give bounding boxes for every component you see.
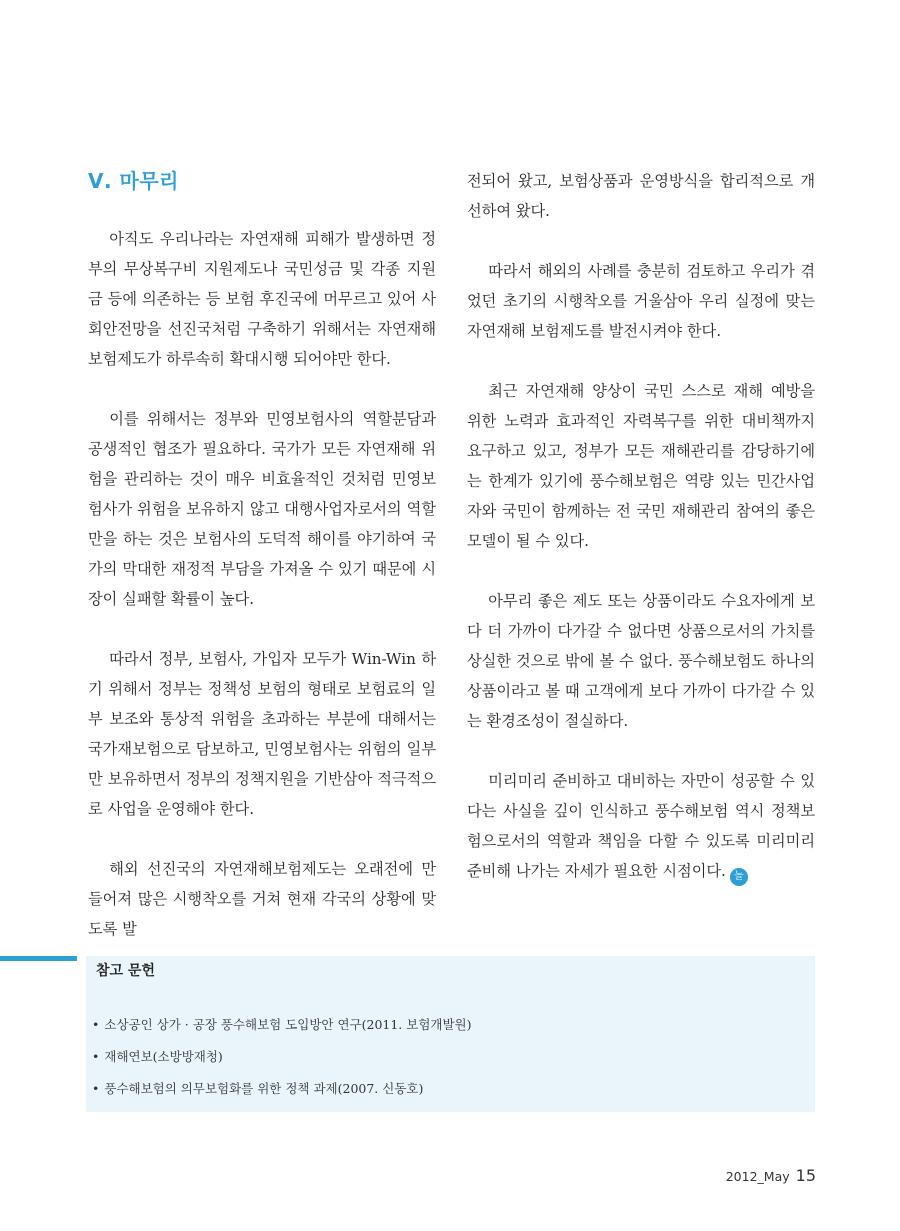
references-title: 참고 문헌	[96, 963, 155, 979]
bullet-icon: •	[92, 1017, 100, 1032]
reference-accent-bar	[0, 956, 77, 961]
body-paragraph: 아직도 우리나라는 자연재해 피해가 발생하면 정부의 무상복구비 지원제도나 국민성금 및 각종 지원금 등에 의존하는 등 보험 후진국에 머무르고 있어 사회안전망을 선진국처럼 구축하기 위해서는 자연재해 보험제도가 하루속히 확대시행 되어야만 한다.	[88, 230, 436, 368]
left-column	[88, 166, 436, 974]
reference-text: 재해연보(소방방재청)	[104, 1049, 223, 1064]
page-number: 15	[795, 1166, 816, 1185]
bullet-icon: •	[92, 1081, 100, 1096]
section-heading: Ⅴ. 마무리	[88, 169, 179, 193]
body-paragraph: 이를 위해서는 정부와 민영보험사의 역할분담과 공생적인 협조가 필요하다. 국가가 모든 자연재해 위험을 관리하는 것이 매우 비효율적인 것처럼 민영보험사가 위험을 보유하지 않고 대행사업자로서의 역할만을 하는 것은 보험사의 도덕적 해이를 야기하여 국가의 막대한 재정적 부담을 가져올 수 있기 때문에 시장이 실패할 확률이 높다.	[88, 410, 436, 608]
body-paragraph: 해외 선진국의 자연재해보험제도는 오래전에 만들어져 많은 시행착오를 거쳐 현재 각국의 상황에 맞도록 발	[88, 860, 436, 938]
reference-text: 풍수해보험의 의무보험화를 위한 정책 과제(2007. 신동호)	[104, 1081, 424, 1096]
body-paragraph: 따라서 정부, 보험사, 가입자 모두가 Win-Win 하기 위해서 정부는 정책성 보험의 형태로 보험료의 일부 보조와 통상적 위험을 초과하는 부분에 대해서는 국가재보험으로 담보하고, 민영보험사는 위험의 일부만 보유하면서 정부의 정책지원을 기반삼아 적극적으로 사업을 운영해야 한다.	[88, 650, 436, 818]
body-paragraph: 최근 자연재해 양상이 국민 스스로 재해 예방을 위한 노력과 효과적인 자력복구를 위한 대비책까지 요구하고 있고, 정부가 모든 재해관리를 감당하기에는 한계가 있기에 풍수해보험은 역량 있는 민간사업자와 국민이 함께하는 전 국민 재해관리 참여의 좋은 모델이 될 수 있다.	[467, 382, 815, 550]
body-paragraph-continued: 전되어 왔고, 보험상품과 운영방식을 합리적으로 개선하여 왔다.	[467, 172, 815, 220]
reference-text: 소상공인 상가 · 공장 풍수해보험 도입방안 연구(2011. 보험개발원)	[104, 1017, 472, 1032]
bullet-icon: •	[92, 1049, 100, 1064]
issue-label: 2012_May	[725, 1169, 790, 1184]
reference-item	[92, 1048, 472, 1065]
page-footer	[726, 1166, 816, 1185]
references-list	[92, 1016, 472, 1112]
end-mark-icon: 놀	[730, 868, 748, 886]
body-paragraph: 아무리 좋은 제도 또는 상품이라도 수요자에게 보다 더 가까이 다가갈 수 없다면 상품으로서의 가치를 상실한 것으로 밖에 볼 수 없다. 풍수해보험도 하나의 상품이라고 볼 때 고객에게 보다 가까이 다가갈 수 있는 환경조성이 절실하다.	[467, 592, 815, 730]
reference-item	[92, 1080, 472, 1097]
reference-item	[92, 1016, 472, 1033]
body-paragraph: 따라서 해외의 사례를 충분히 검토하고 우리가 겪었던 초기의 시행착오를 거울삼아 우리 실정에 맞는 자연재해 보험제도를 발전시켜야 한다.	[467, 262, 815, 340]
references-box	[86, 956, 815, 1112]
closing-paragraph-text: 미리미리 준비하고 대비하는 자만이 성공할 수 있다는 사실을 깊이 인식하고 풍수해보험 역시 정책보험으로서의 역할과 책임을 다할 수 있도록 미리미리 준비해 나가는 자세가 필요한 시점이다.	[467, 772, 815, 880]
right-column	[467, 166, 815, 916]
closing-paragraph	[467, 766, 815, 886]
